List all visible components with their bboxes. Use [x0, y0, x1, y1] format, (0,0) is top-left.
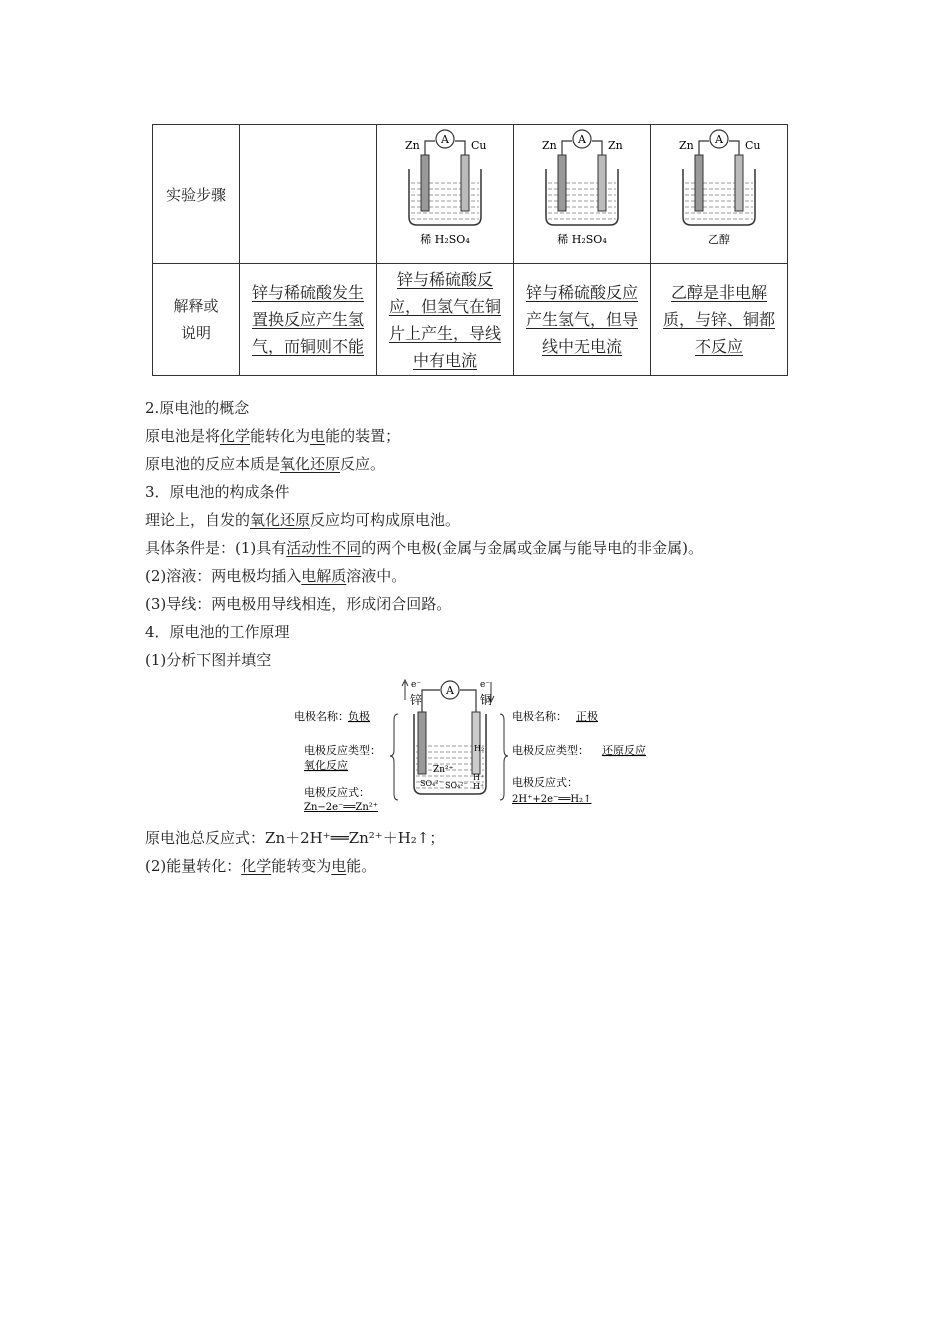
- solution-label: 乙醇: [708, 233, 730, 246]
- ion-label: H⁺: [473, 782, 485, 791]
- explanation-text: 锌与稀硫酸发生置换反应产生氢气，而铜则不能: [251, 283, 364, 356]
- electrode-right: [735, 155, 743, 211]
- label-text: 电极名称：: [294, 710, 349, 723]
- beaker-apparatus: [651, 125, 787, 259]
- section3-line3: (2)溶液：两电极均插入电解质溶液中。: [145, 567, 407, 585]
- blank-answer: 电: [331, 857, 347, 875]
- blank-answer: 负极: [348, 710, 370, 723]
- section2-heading: 2.原电池的概念: [145, 399, 250, 417]
- electron-label: e⁻: [411, 680, 422, 690]
- label-text: 电极反应式：: [304, 786, 370, 799]
- label-text: 电极名称：: [512, 710, 567, 723]
- blank-answer: 2H⁺+2e⁻══H₂↑: [512, 794, 592, 805]
- beaker-apparatus: [514, 125, 650, 259]
- section4-sub2: (2)能量转化：化学能转变为电能。: [145, 857, 377, 875]
- blank-answer: 电: [310, 427, 326, 445]
- empty-cell: [240, 125, 377, 264]
- electrode-label: Cu: [471, 139, 487, 152]
- total-equation: Zn＋2H⁺══Zn²⁺＋H₂↑；: [265, 829, 445, 847]
- total-equation-line: [145, 824, 444, 852]
- blank-answer: 正极: [576, 710, 598, 723]
- table-row: [153, 125, 788, 264]
- electrode-label: Cu: [745, 139, 761, 152]
- section2-line1: 原电池是将化学能转化为电能的装置；: [145, 427, 401, 445]
- solution-label: 稀 H₂SO₄: [557, 233, 607, 246]
- ion-label: H⁺: [473, 773, 485, 782]
- blank-answer: 化学: [220, 427, 251, 445]
- solution-label: 稀 H₂SO₄: [420, 233, 470, 246]
- experiment-table: [152, 124, 788, 376]
- blank-answer: 还原反应: [602, 744, 646, 757]
- blank-answer: 氧化还原: [250, 511, 311, 529]
- section3-line2: 具体条件是：(1)具有活动性不同的两个电极(金属与金属或金属与能导电的非金属)。: [145, 539, 703, 557]
- section4-sub1: (1)分析下图并填空: [145, 651, 272, 669]
- electrode-right: [598, 155, 606, 211]
- explanation-cell: [651, 264, 788, 376]
- row-label-explanation: [153, 264, 240, 376]
- table-row: [153, 264, 788, 376]
- electrode-right: [461, 155, 469, 211]
- ion-label: SO₄²⁻: [445, 781, 468, 790]
- ion-label: Zn²⁺: [433, 765, 454, 775]
- label-text: 电极反应类型：: [512, 744, 589, 757]
- meter-label: A: [441, 133, 449, 146]
- cell-apparatus: [377, 125, 514, 264]
- explanation-text: 锌与稀硫酸反应产生氢气，但导线中无电流: [525, 283, 638, 356]
- section3-heading: 3．原电池的构成条件: [145, 483, 290, 501]
- label-text: 电极反应式：: [512, 776, 578, 789]
- meter-label: A: [578, 133, 586, 146]
- copper-electrode: [472, 712, 480, 774]
- section4-heading: 4．原电池的工作原理: [145, 623, 290, 641]
- section2-line2: 原电池的反应本质是氧化还原反应。: [145, 455, 386, 473]
- ion-label: H₂: [474, 744, 485, 753]
- ion-label: SO₄²⁻: [420, 779, 443, 788]
- label-text: 电极反应类型：: [304, 744, 381, 757]
- electron-label: e⁻: [480, 680, 491, 690]
- explanation-cell: [377, 264, 514, 376]
- cell-apparatus: [651, 125, 788, 264]
- blank-answer: 氧化反应: [304, 759, 348, 772]
- electrode-label: Zn: [405, 139, 420, 152]
- electrode-label: Zn: [679, 139, 694, 152]
- explanation-cell: [240, 264, 377, 376]
- electrode-label: Zn: [608, 139, 623, 152]
- electrode-left: [695, 155, 703, 211]
- blank-answer: 氧化还原: [280, 455, 341, 473]
- electrode-label: Zn: [542, 139, 557, 152]
- meter-label: A: [446, 684, 454, 697]
- section3-line1: 理论上，自发的氧化还原反应均可构成原电池。: [145, 511, 461, 529]
- beaker-apparatus: [377, 125, 513, 259]
- blank-answer: 电解质: [301, 567, 347, 585]
- metal-left-label: 锌: [410, 693, 423, 707]
- explanation-text: 乙醇是非电解质，与锌、铜都不反应: [662, 283, 775, 356]
- row-label-text: 解释或说明: [173, 296, 219, 342]
- electrode-left: [558, 155, 566, 211]
- galvanic-cell-diagram: [290, 676, 660, 813]
- blank-answer: 活动性不同: [286, 539, 362, 557]
- total-label: 原电池总反应式：: [145, 829, 266, 847]
- meter-label: A: [715, 133, 723, 146]
- row-label-steps: 实验步骤: [153, 125, 240, 264]
- blank-answer: Zn−2e⁻══Zn²⁺: [304, 802, 379, 813]
- explanation-text: 锌与稀硫酸反应，但氢气在铜片上产生，导线中有电流: [388, 269, 501, 370]
- cell-apparatus: [514, 125, 651, 264]
- metal-right-label: 铜: [480, 693, 493, 707]
- zinc-electrode: [418, 712, 426, 774]
- explanation-cell: [514, 264, 651, 376]
- blank-answer: 化学: [241, 857, 272, 875]
- electrode-left: [421, 155, 429, 211]
- section3-line4: (3)导线：两电极用导线相连，形成闭合回路。: [145, 595, 452, 613]
